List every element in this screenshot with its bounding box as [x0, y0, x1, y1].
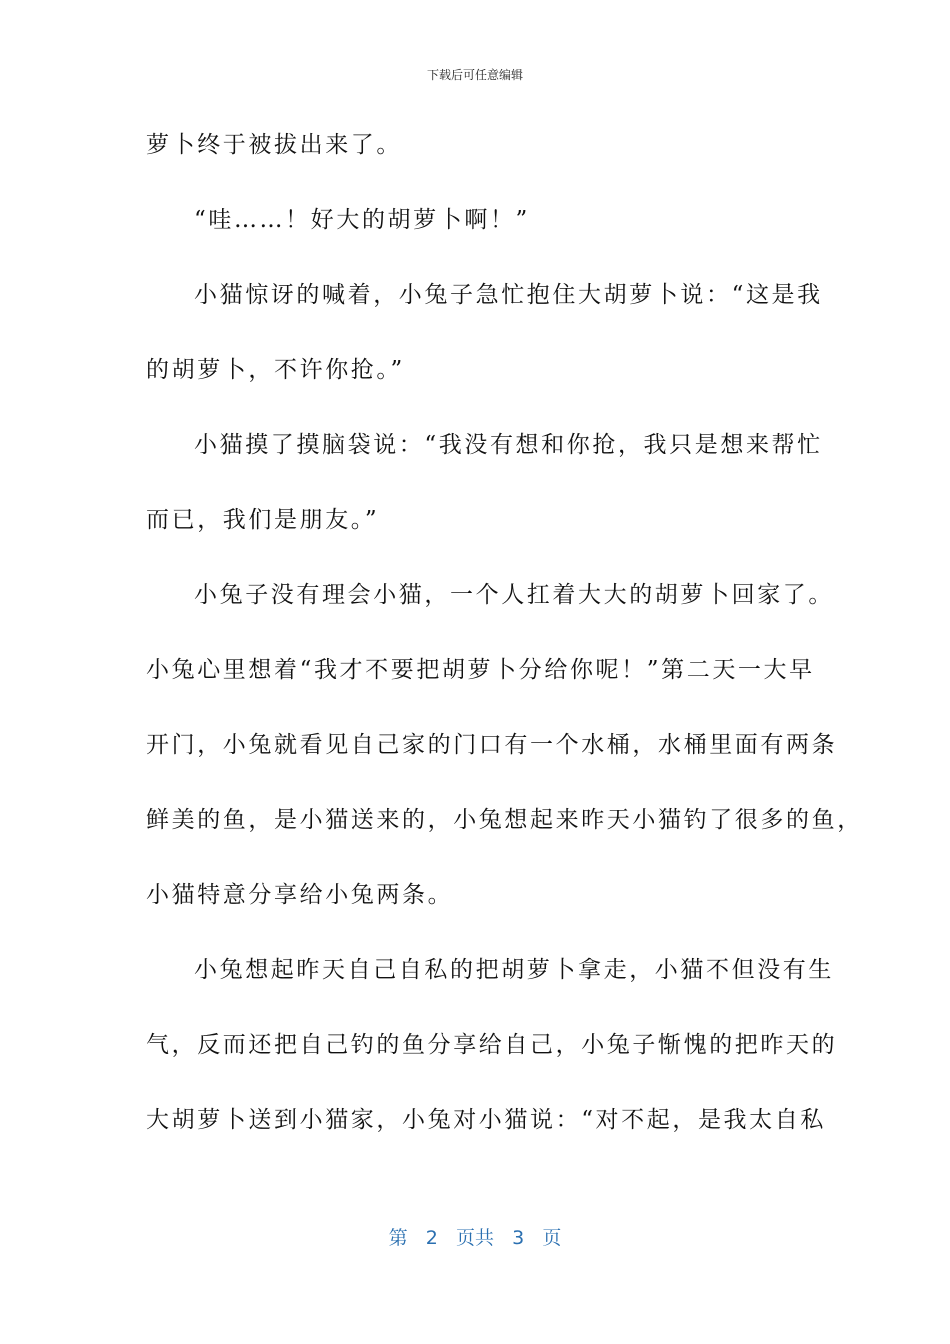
text-line: 小兔想起昨天自己自私的把胡萝卜拿走，小猫不但没有生: [194, 957, 834, 983]
text-line: 气，反而还把自己钓的鱼分享给自己，小兔子惭愧的把昨天的: [146, 1032, 838, 1058]
page-footer: [0, 1225, 950, 1251]
text-line: 开门，小兔就看见自己家的门口有一个水桶，水桶里面有两条: [146, 732, 838, 758]
text-line: “哇……！好大的胡萝卜啊！”: [194, 207, 530, 233]
text-line: 鲜美的鱼，是小猫送来的，小兔想起来昨天小猫钓了很多的鱼，: [146, 807, 863, 833]
text-line: 而已，我们是朋友。”: [146, 507, 380, 533]
text-line: 萝卜终于被拔出来了。: [146, 132, 402, 158]
page-total: 3: [512, 1227, 525, 1249]
page-prefix: 第: [388, 1227, 408, 1249]
text-line: 小猫摸了摸脑袋说：“我没有想和你抢，我只是想来帮忙: [194, 432, 823, 458]
text-line: 小猫惊讶的喊着，小兔子急忙抱住大胡萝卜说：“这是我: [194, 282, 823, 308]
header-note: 下载后可任意编辑: [426, 68, 523, 82]
text-line: 的胡萝卜，不许你抢。”: [146, 357, 405, 383]
text-line: 小猫特意分享给小兔两条。: [146, 882, 454, 908]
page-middle: 页共: [455, 1227, 494, 1249]
page-suffix: 页: [542, 1227, 562, 1249]
text-line: 大胡萝卜送到小猫家，小兔对小猫说：“对不起，是我太自私: [146, 1107, 826, 1133]
text-line: 小兔子没有理会小猫，一个人扛着大大的胡萝卜回家了。: [194, 582, 834, 608]
text-line: 小兔心里想着“我才不要把胡萝卜分给你呢！”第二天一大早: [146, 657, 815, 683]
page-current: 2: [425, 1227, 438, 1249]
